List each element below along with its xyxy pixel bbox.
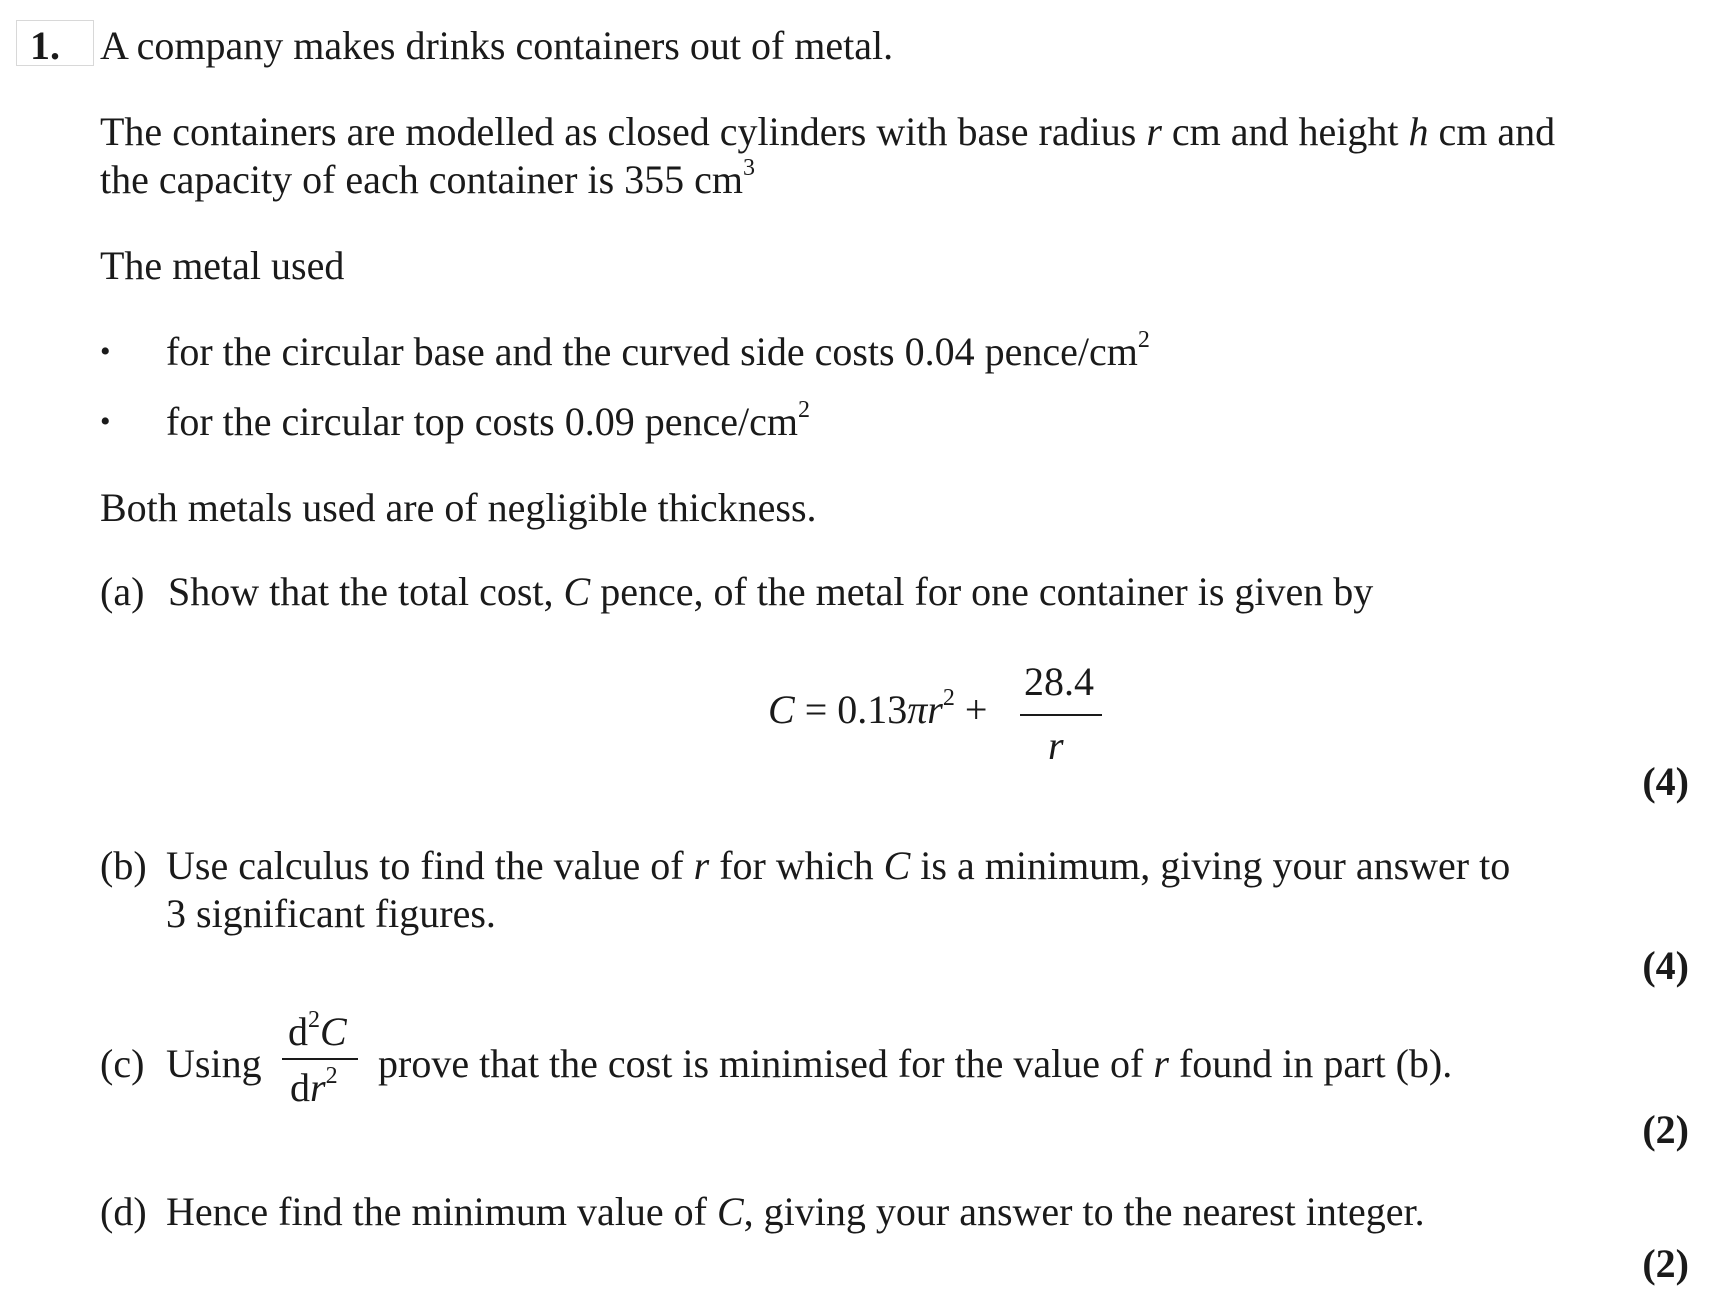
- model-exponent: 3: [743, 155, 756, 181]
- part-b-post: is a minimum, giving your answer to: [910, 843, 1511, 888]
- bullet-exp-1: 2: [1137, 327, 1150, 353]
- formula-r: r: [927, 687, 943, 732]
- part-b-pre: Use calculus to find the value of: [166, 843, 694, 888]
- question-number: 1.: [30, 23, 60, 68]
- bullet-item-2: [166, 398, 810, 446]
- deriv-num-c: C: [320, 1009, 347, 1054]
- model-line-2: [100, 156, 755, 204]
- formula-pi: π: [907, 687, 928, 732]
- part-c-text: [378, 1040, 1452, 1088]
- part-c-using: Using: [166, 1041, 262, 1086]
- model-part3: cm and: [1428, 109, 1556, 154]
- second-derivative-denominator: [290, 1064, 338, 1112]
- part-b-line-1: [166, 842, 1510, 890]
- part-a-var-c: C: [563, 569, 591, 614]
- thickness-text: Both metals used are of negligible thickness.: [100, 485, 817, 530]
- model-part2: cm and height: [1161, 109, 1409, 154]
- second-derivative-fraction-bar: [282, 1058, 358, 1060]
- cost-formula: [768, 686, 987, 734]
- part-b-label: (b): [100, 843, 147, 888]
- bullet-text-2: for the circular top costs 0.09 pence/cm: [166, 399, 798, 444]
- formula-denominator: r: [1048, 723, 1064, 768]
- part-a-post: pence, of the metal for one container is given by: [590, 569, 1374, 614]
- var-r: r: [1146, 109, 1162, 154]
- part-b-marks: (4): [1642, 943, 1689, 988]
- part-c-label: (c): [100, 1041, 145, 1086]
- metal-used-heading: The metal used: [100, 243, 345, 288]
- formula-plus: +: [954, 687, 988, 732]
- part-c-pre: prove that the cost is minimised for the value of: [378, 1041, 1154, 1086]
- part-d-var-c: C: [716, 1189, 744, 1234]
- bullet-exp-2: 2: [798, 397, 810, 423]
- part-d-text: [166, 1188, 1425, 1236]
- part-d-pre: Hence find the minimum value of: [166, 1189, 717, 1234]
- deriv-num-d: d: [288, 1009, 308, 1054]
- part-b-line-2: 3 significant figures.: [166, 891, 496, 936]
- part-b-var-c: C: [883, 843, 911, 888]
- formula-lhs: C: [768, 687, 795, 732]
- part-a-label: (a): [100, 569, 145, 614]
- part-d-label: (d): [100, 1189, 147, 1234]
- part-a-pre: Show that the total cost,: [168, 569, 564, 614]
- part-b-mid: for which: [709, 843, 884, 888]
- part-c-post: found in part (b).: [1168, 1041, 1453, 1086]
- formula-numerator: 28.4: [1024, 659, 1094, 704]
- deriv-den-exp: 2: [325, 1063, 338, 1089]
- formula-fraction-bar: [1020, 714, 1102, 716]
- part-b-var-r: r: [693, 843, 710, 888]
- model-line2-text: the capacity of each container is 355 cm: [100, 157, 744, 202]
- part-a-text: [168, 568, 1373, 616]
- model-part1: The containers are modelled as closed cylinders with base radius: [100, 109, 1147, 154]
- bullet-symbol-2: •: [100, 405, 111, 438]
- part-d-post: , giving your answer to the nearest integer.: [743, 1189, 1425, 1234]
- deriv-den-r: r: [310, 1065, 326, 1110]
- formula-eq: = 0.13: [794, 687, 908, 732]
- part-a-marks: (4): [1642, 759, 1689, 804]
- part-c-marks: (2): [1642, 1107, 1689, 1152]
- second-derivative-numerator: [288, 1008, 347, 1056]
- bullet-item-1: [166, 328, 1150, 376]
- formula-exp: 2: [942, 685, 955, 711]
- part-d-marks: (2): [1642, 1241, 1689, 1286]
- model-line-1: [100, 108, 1555, 156]
- part-c-var-r: r: [1153, 1041, 1169, 1086]
- deriv-den-d: d: [290, 1065, 310, 1110]
- var-h: h: [1408, 109, 1429, 154]
- bullet-text-1: for the circular base and the curved side costs 0.04 pence/cm: [166, 329, 1138, 374]
- deriv-num-exp: 2: [308, 1007, 320, 1033]
- bullet-symbol-1: •: [100, 335, 111, 368]
- intro-text: A company makes drinks containers out of metal.: [100, 23, 894, 68]
